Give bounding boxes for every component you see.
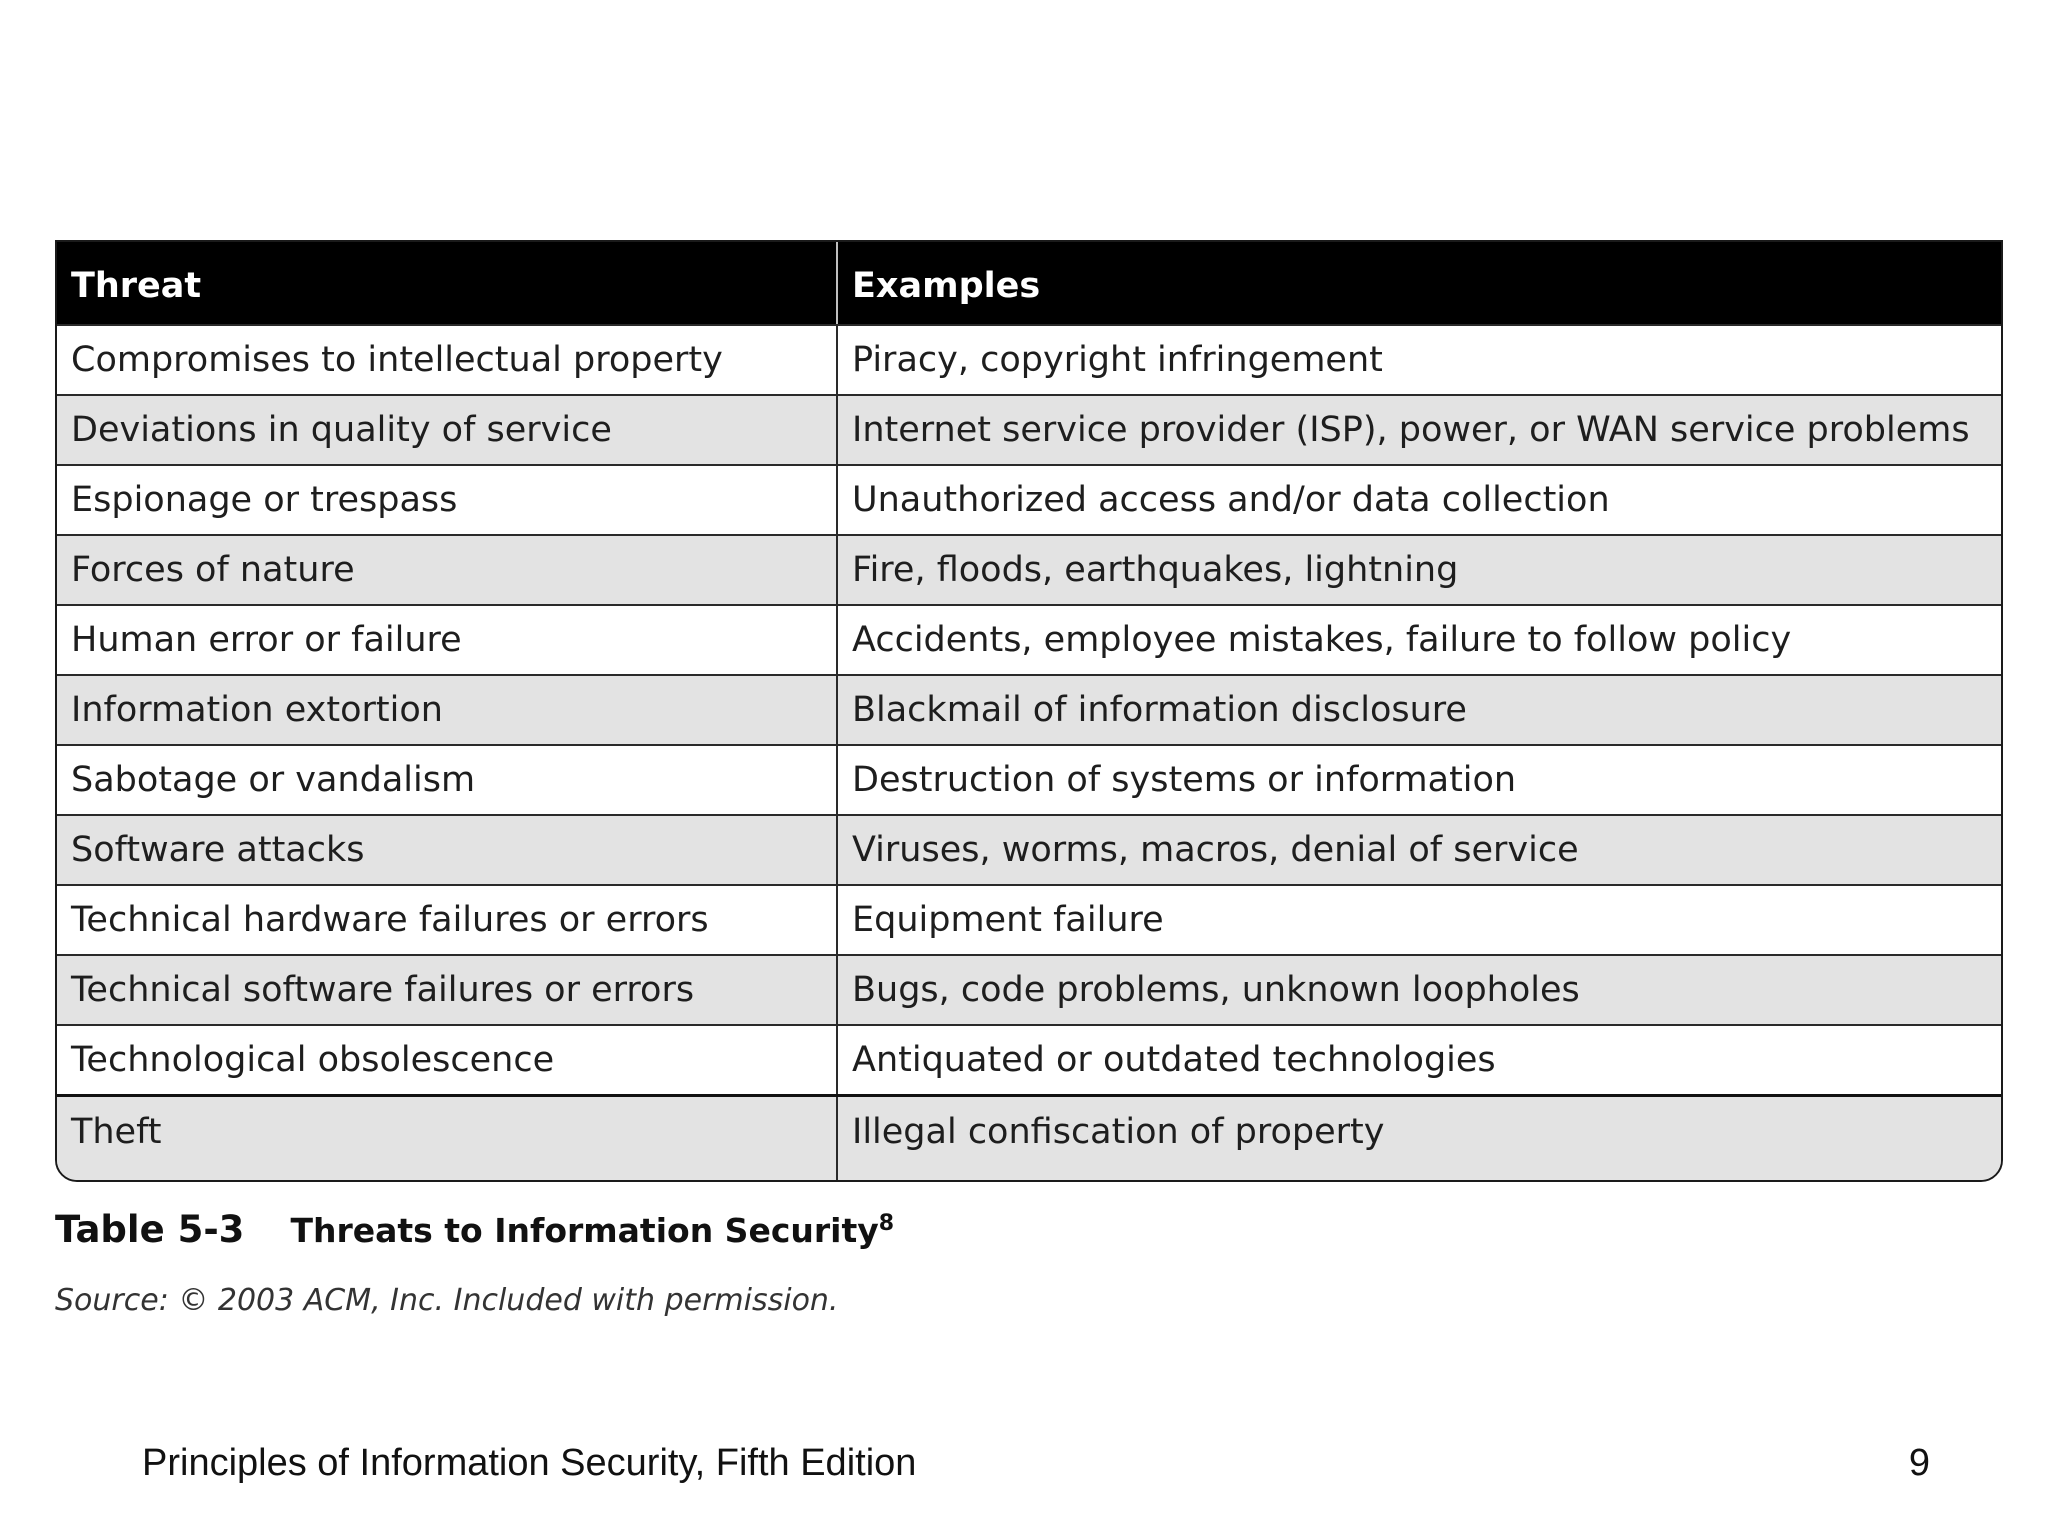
- column-header-examples: Examples: [852, 266, 1041, 306]
- examples-cell: Unauthorized access and/or data collection: [852, 480, 1610, 520]
- examples-cell: Antiquated or outdated technologies: [852, 1040, 1496, 1080]
- examples-cell: Viruses, worms, macros, denial of service: [852, 830, 1579, 870]
- examples-cell: Destruction of systems or information: [852, 760, 1517, 800]
- table-row: [57, 324, 2001, 394]
- examples-cell: Illegal confiscation of property: [852, 1111, 1385, 1152]
- examples-cell: Equipment failure: [852, 900, 1164, 940]
- table-row: [57, 954, 2001, 1024]
- table-row: [57, 814, 2001, 884]
- table-title-text: Threats to Information Security: [290, 1211, 879, 1250]
- threat-cell: Technical software failures or errors: [57, 956, 838, 1024]
- examples-cell: Accidents, employee mistakes, failure to follow policy: [852, 620, 1792, 660]
- page-number: 9: [1908, 1442, 1930, 1484]
- threat-cell: Deviations in quality of service: [57, 396, 838, 464]
- examples-cell: Bugs, code problems, unknown loopholes: [852, 970, 1580, 1010]
- threat-cell: Software attacks: [57, 816, 838, 884]
- examples-cell: Internet service provider (ISP), power, or WAN service problems: [852, 410, 1970, 450]
- threat-cell: Sabotage or vandalism: [57, 746, 838, 814]
- examples-cell: Blackmail of information disclosure: [852, 690, 1467, 730]
- threat-cell: Technical hardware failures or errors: [57, 886, 838, 954]
- table-row: [57, 464, 2001, 534]
- threat-cell: Human error or failure: [57, 606, 838, 674]
- table-row: [57, 534, 2001, 604]
- table-row: [57, 394, 2001, 464]
- table-row: [57, 1094, 2001, 1180]
- table-title: [290, 1211, 894, 1250]
- table-row: [57, 744, 2001, 814]
- threats-table: [55, 240, 2003, 1182]
- table-row: [57, 884, 2001, 954]
- examples-cell: Piracy, copyright infringement: [852, 340, 1383, 380]
- examples-cell: Fire, floods, earthquakes, lightning: [852, 550, 1459, 590]
- threat-cell: Forces of nature: [57, 536, 838, 604]
- table-caption: [55, 1208, 894, 1251]
- threat-cell: Compromises to intellectual property: [57, 326, 838, 394]
- column-header-threat: Threat: [57, 242, 838, 324]
- threat-cell: Technological obsolescence: [57, 1026, 838, 1094]
- footnote-marker: 8: [878, 1211, 895, 1236]
- table-number: Table 5-3: [55, 1208, 245, 1251]
- table-row: [57, 674, 2001, 744]
- table-row: [57, 604, 2001, 674]
- threat-cell: Theft: [57, 1097, 838, 1180]
- threat-cell: Information extortion: [57, 676, 838, 744]
- threat-cell: Espionage or trespass: [57, 466, 838, 534]
- table-row: [57, 1024, 2001, 1094]
- footer-title: Principles of Information Security, Fifth Edition: [142, 1442, 917, 1484]
- source-note: Source: © 2003 ACM, Inc. Included with permission.: [55, 1283, 839, 1318]
- table-header-row: [57, 242, 2001, 324]
